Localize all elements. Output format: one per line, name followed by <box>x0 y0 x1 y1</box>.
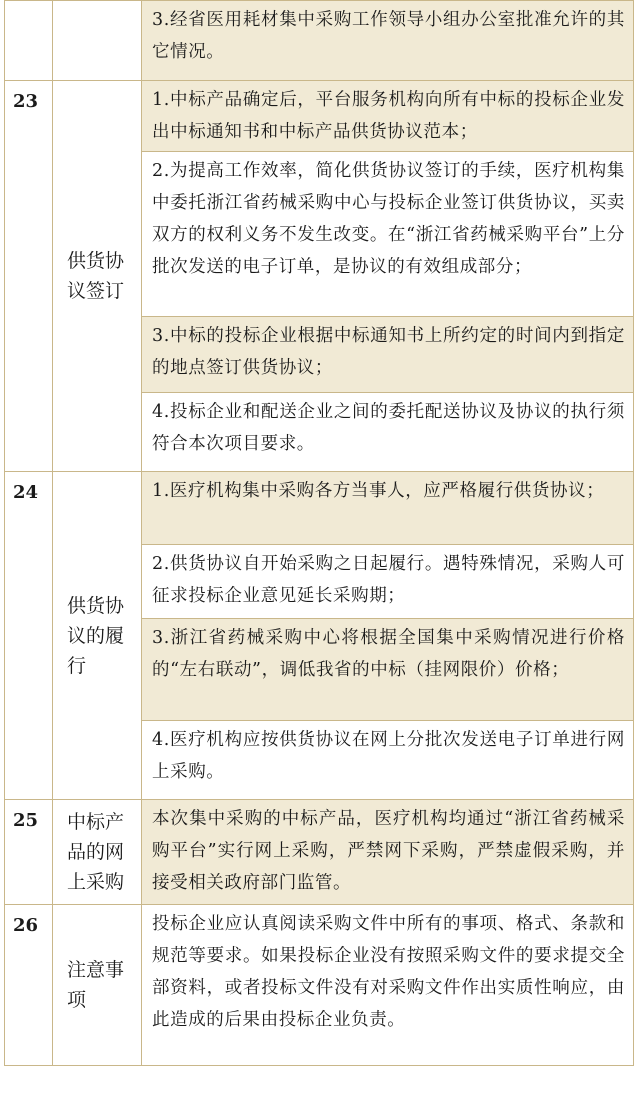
clause-item: 4.医疗机构应按供货协议在网上分批次发送电子订单进行网上采购。 <box>142 720 633 799</box>
row-number <box>5 1 53 81</box>
clause-item: 1.中标产品确定后，平台服务机构向所有中标的投标企业发出中标通知书和中标产品供货协议范本； <box>142 81 633 151</box>
row-label <box>53 1 142 81</box>
table-row <box>5 1 634 81</box>
clause-item: 3.经省医用耗材集中采购工作领导小组办公室批准允许的其它情况。 <box>142 1 633 80</box>
row-label: 注意事项 <box>53 905 142 1066</box>
clause-item: 投标企业应认真阅读采购文件中所有的事项、格式、条款和规范等要求。如果投标企业没有按照采购文件的要求提交全部资料，或者投标文件没有对采购文件作出实质性响应，由此造成的后果由投标企业负责。 <box>142 905 633 1065</box>
regulation-table <box>4 0 634 1066</box>
row-label: 供货协议的履行 <box>53 472 142 800</box>
row-number: 25 <box>5 800 53 905</box>
row-number: 26 <box>5 905 53 1066</box>
row-content <box>142 81 634 472</box>
clause-item: 2.供货协议自开始采购之日起履行。遇特殊情况，采购人可征求投标企业意见延长采购期； <box>142 544 633 618</box>
table-row <box>5 472 634 800</box>
clause-item: 1.医疗机构集中采购各方当事人，应严格履行供货协议； <box>142 472 633 544</box>
table-row <box>5 800 634 905</box>
row-number: 23 <box>5 81 53 472</box>
row-number: 24 <box>5 472 53 800</box>
clause-item: 本次集中采购的中标产品，医疗机构均通过“浙江省药械采购平台”实行网上采购，严禁网下采购，严禁虚假采购，并接受相关政府部门监管。 <box>142 800 633 904</box>
row-label: 中标产品的网上采购 <box>53 800 142 905</box>
clause-item: 3.中标的投标企业根据中标通知书上所约定的时间内到指定的地点签订供货协议； <box>142 316 633 392</box>
clause-item: 3.浙江省药械采购中心将根据全国集中采购情况进行价格的“左右联动”，调低我省的中标（挂网限价）价格； <box>142 618 633 720</box>
row-content <box>142 800 634 905</box>
row-content <box>142 472 634 800</box>
clause-item: 2.为提高工作效率，简化供货协议签订的手续，医疗机构集中委托浙江省药械采购中心与投标企业签订供货协议，买卖双方的权利义务不发生改变。在“浙江省药械采购平台”上分批次发送的电子订单，是协议的有效组成部分； <box>142 151 633 316</box>
clause-item: 4.投标企业和配送企业之间的委托配送协议及协议的执行须符合本次项目要求。 <box>142 392 633 471</box>
table-row <box>5 905 634 1066</box>
row-content <box>142 1 634 81</box>
row-content <box>142 905 634 1066</box>
row-label: 供货协议签订 <box>53 81 142 472</box>
table-row <box>5 81 634 472</box>
